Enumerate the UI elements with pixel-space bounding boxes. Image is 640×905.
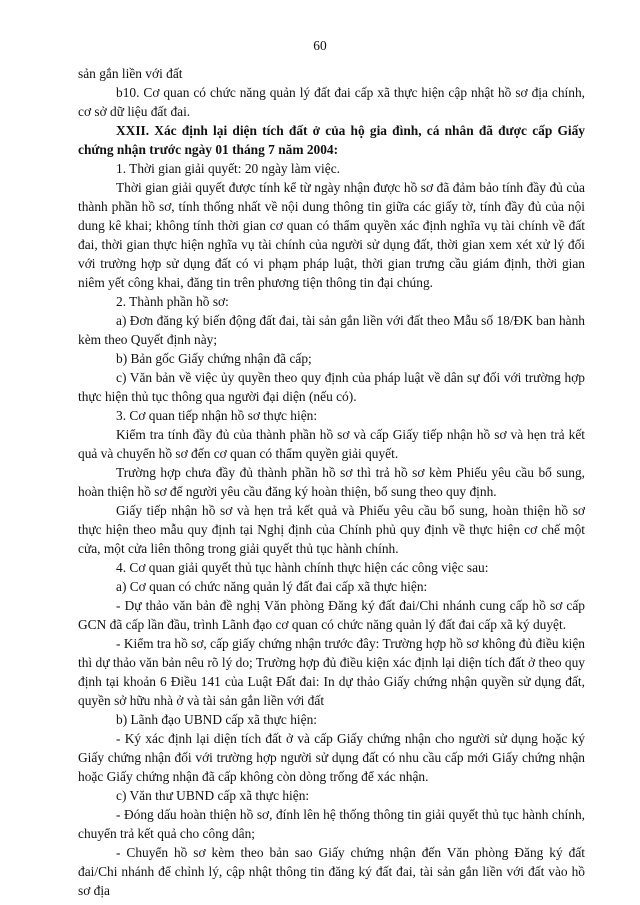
section-heading: XXII. Xác định lại diện tích đất ở của hộ gia đình, cá nhân đã được cấp Giấy chứng nhận trước ngày 01 tháng 7 năm 2004: [78,123,585,157]
paragraph: Giấy tiếp nhận hồ sơ và hẹn trả kết quả và Phiếu yêu cầu bổ sung, hoàn thiện hồ sơ thực hiện theo mẫu quy định tại Nghị định của Chính phủ quy định về thực hiện cơ chế một cửa, một cửa liên thông trong giải quyết thủ tục hành chính. [78,503,585,556]
paragraph: 1. Thời gian giải quyết: 20 ngày làm việc. [116,161,341,176]
paragraph: a) Cơ quan có chức năng quản lý đất đai cấp xã thực hiện: [116,579,428,594]
paragraph: 4. Cơ quan giải quyết thủ tục hành chính thực hiện các công việc sau: [116,560,489,575]
paragraph: - Kiểm tra hồ sơ, cấp giấy chứng nhận trước đây: Trường hợp hồ sơ không đủ điều kiện thì dự thảo văn bản nêu rõ lý do; Trường hợp đủ điều kiện xác định lại diện tích đất ở theo quy định tại khoản 6 Điều 141 của Luật Đất đai: In dự thảo Giấy chứng nhận quyền sử dụng đất, quyền sở hữu nhà ở và tài sản gắn liền với đất [78,636,585,708]
document-body [78,64,585,900]
paragraph: sản gắn liền với đất [78,66,183,81]
paragraph: Kiểm tra tính đầy đủ của thành phần hồ sơ và cấp Giấy tiếp nhận hồ sơ và hẹn trả kết quả và chuyển hồ sơ đến cơ quan có thẩm quyền giải quyết. [78,427,585,461]
paragraph: b) Lãnh đạo UBND cấp xã thực hiện: [116,712,317,727]
paragraph: Trường hợp chưa đầy đủ thành phần hồ sơ thì trả hồ sơ kèm Phiếu yêu cầu bổ sung, hoàn thiện hồ sơ để người yêu cầu đăng ký hoàn thiện, bổ sung theo quy định. [78,465,585,499]
paragraph: 2. Thành phần hồ sơ: [116,294,229,309]
paragraph: - Dự thảo văn bản đề nghị Văn phòng Đăng ký đất đai/Chi nhánh cung cấp hồ sơ cấp GCN đã cấp lần đầu, trình Lãnh đạo cơ quan có chức năng quản lý đất đai cấp xã ký duyệt. [78,598,585,632]
paragraph: b) Bản gốc Giấy chứng nhận đã cấp; [116,351,312,366]
page-number: 60 [313,38,327,53]
paragraph: b10. Cơ quan có chức năng quản lý đất đai cấp xã thực hiện cập nhật hồ sơ địa chính, cơ sở dữ liệu đất đai. [78,85,585,119]
paragraph: c) Văn thư UBND cấp xã thực hiện: [116,788,310,803]
paragraph: 3. Cơ quan tiếp nhận hồ sơ thực hiện: [116,408,318,423]
paragraph: - Ký xác định lại diện tích đất ở và cấp Giấy chứng nhận cho người sử dụng hoặc ký Giấy chứng nhận đối với trường hợp người sử dụng đất có nhu cầu cấp mới Giấy chứng nhận hoặc Giấy chứng nhận đã cấp không còn dòng trống để xác nhận. [78,731,585,784]
paragraph: - Đóng dấu hoàn thiện hồ sơ, đính lên hệ thống thông tin giải quyết thủ tục hành chính, chuyển trả kết quả cho công dân; [78,807,585,841]
paragraph: a) Đơn đăng ký biến động đất đai, tài sản gắn liền với đất theo Mẫu số 18/ĐK ban hành kèm theo Quyết định này; [78,313,585,347]
paragraph: Thời gian giải quyết được tính kể từ ngày nhận được hồ sơ đã đảm bảo tính đầy đủ của thành phần hồ sơ, tính thống nhất về nội dung thông tin giữa các giấy tờ, tính đầy đủ của nội dung kê khai; không tính thời gian cơ quan có thẩm quyền xác định nghĩa vụ tài chính về đất đai, thời gian thực hiện nghĩa vụ tài chính của người sử dụng đất, thời gian xem xét xử lý đối với trường hợp sử dụng đất có vi phạm pháp luật, thời gian trưng cầu giám định, thời gian niêm yết công khai, đăng tin trên phương tiện thông tin đại chúng. [78,180,585,290]
paragraph: - Chuyển hồ sơ kèm theo bản sao Giấy chứng nhận đến Văn phòng Đăng ký đất đai/Chi nhánh để chỉnh lý, cập nhật thông tin đăng ký đất đai, tài sản gắn liền với đất vào hồ sơ địa [78,845,585,898]
paragraph: c) Văn bản về việc ủy quyền theo quy định của pháp luật về dân sự đối với trường hợp thực hiện thủ tục thông qua người đại diện (nếu có). [78,370,585,404]
